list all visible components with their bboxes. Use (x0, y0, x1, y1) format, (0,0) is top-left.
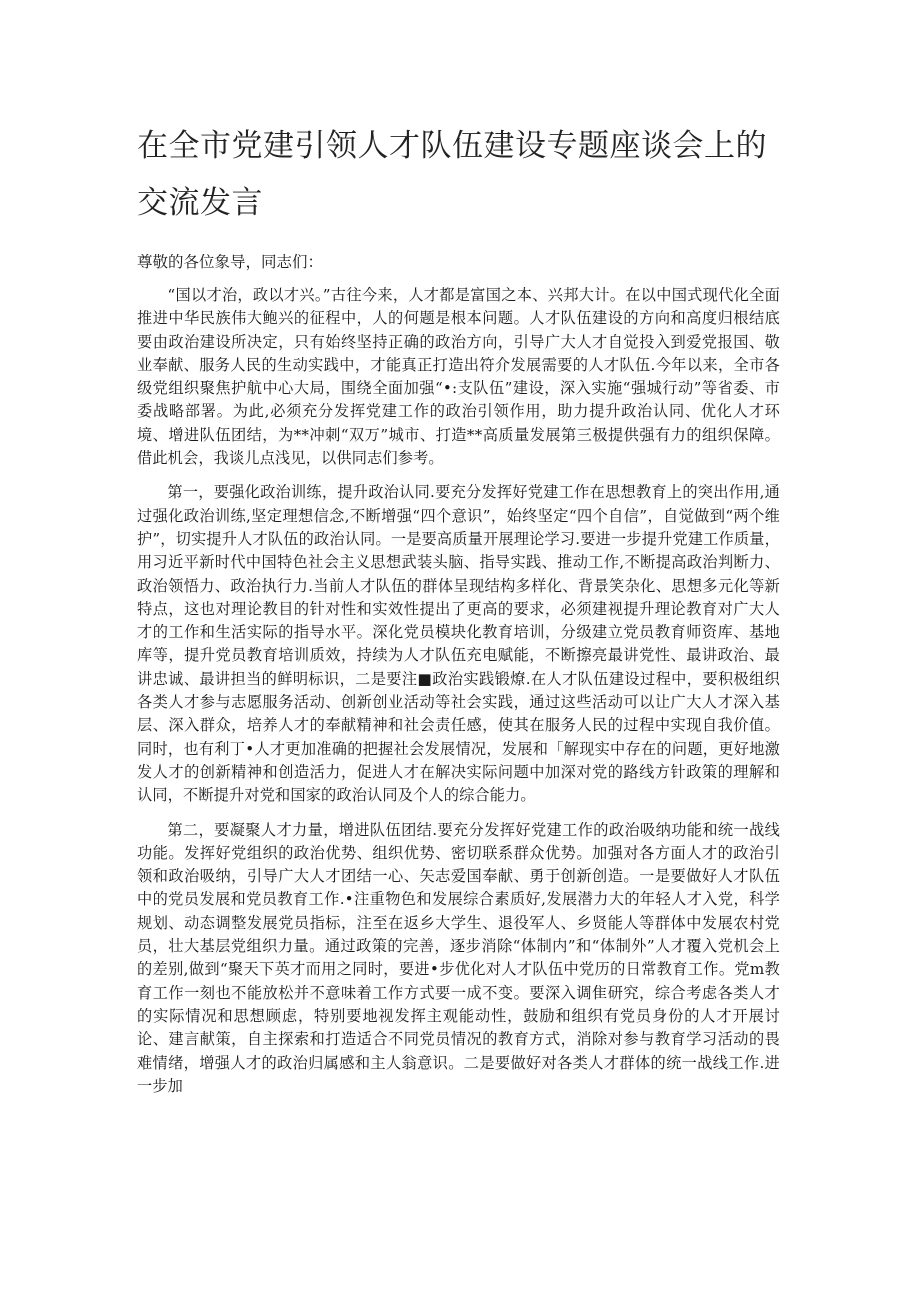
document-title: 在全市党建引领人才队伍建设专题座谈会上的交流发言 (137, 128, 767, 221)
body-paragraph: 第一，要强化政治训练，提升政治认同.要充分发挥好党建工作在思想教育上的突出作用,通过强化政治训练,坚定理想信念,不断增强“四个意识”，始终坚定“四个自信”，自觉做到“两个维护”，切实提升人才队伍的政治认同。一是要高质量开展理论学习.要进一步提升党建工作质量，用习近平新时代中国特色社会主义思想武装头脑、指导实践、推动工作,不断提高政治判断力、政治领悟力、政治执行力.当前人才队伍的群体呈现结构多样化、背景笑杂化、思想多元化等新特点，这也对理论教目的针对性和实效性提出了更高的要求，必须建视提升理论教育对广大人才的工作和生活实际的指导水平。深化党员模块化教育培训，分级建立党员教育师资库、基地库等，提升党员教育培训质效，持续为人才队伍充电赋能，不断擦亮最讲党性、最讲政治、最讲忠诚、最讲担当的鲜明标识，二是要注■政治实践锻燎.在人才队伍建设过程中，要积极组织各类人才参与志愿服务活动、创新创业活动等社会实践，通过这些活动可以让广大人才深入基层、深入群众，培养人才的奉献精神和社会责任感，使其在服务人民的过程中实现自我价值。同时，也有利丁•人才更加准确的把握社会发展情况，发展和「解现实中存在的问题，更好地激发人才的创新精神和创造活力，促进人才在解决实际问题中加深对党的路线方针政策的理解和认同，不断提升对党和国家的政治认同及个人的综合能力。 (137, 483, 780, 805)
body-paragraph: “国以才治，政以才兴。”古往今来，人才都是富国之本、兴邦大计。在以中国式现代化全面推进中华民族伟大鲍兴的征程中，人的何题是根本问题。人才队伍建设的方向和高度归根结底要由政治建设所决定，只有始终坚持正确的政治方向，引导广大人才自觉投入到爱党报国、敬业奉献、服务人民的生动实践中，才能真正打造出符介发展需要的人才队伍.今年以来，全市各级党组织聚焦护航中心大局，围绕全面加强“•:支队伍”建设，深入实施“强城行动”等省委、市委战略部署。为此,必须充分发挥党建工作的政治引领作用，助力提升政治认同、优化人才环境、增进队伍团结，为**冲刺“双万”城市、打造**高质量发展第三极提供强有力的组织保障。借此机会，我谈儿点浅见，以供同志们参考。 (137, 286, 780, 468)
salutation: 尊敬的各位象导，同志们： (137, 253, 324, 271)
body-paragraph: 第二，要凝聚人才力量，增进队伍团结.要充分发挥好党建工作的政治吸纳功能和统一战线功能。发挥好党组织的政治优势、组织优势、密切联系群众优势。加强对各方面人才的政治引领和政治吸纳，引导广大人才团结一心、矢志爱国奉献、勇于创新创造。一是要做好人才队伍中的党员发展和党员教育工作.•注重物色和发展综合素质好,发展潜力大的年轻人才入党，科学规划、动态调整发展党员指标，注至在返乡大学生、退役军人、乡贤能人等群体中发展农村党员，壮大基层党组织力量。通过政策的完善，逐步消除“体制内”和“体制外”人才覆入党机会上的差别,做到“聚天下英才而用之同时，要进•步优化对人才队伍中党历的日常教育工作。党m教育工作一刻也不能放松并不意味着工作方式要一成不变。要深入调隹研究，综合考虑各类人才的实际情况和思想顾虑，特别要地视发挥主观能动性，鼓励和组织有党员身份的人才开展讨论、建言献策，自主探索和打造适合不同党员情况的教育方式，消除对参与教育学习活动的畏难情绪，增强人才的政治归属感和主人翁意识。二是要做好对各类人才群体的统一战线工作.进一步加 (137, 820, 780, 1095)
